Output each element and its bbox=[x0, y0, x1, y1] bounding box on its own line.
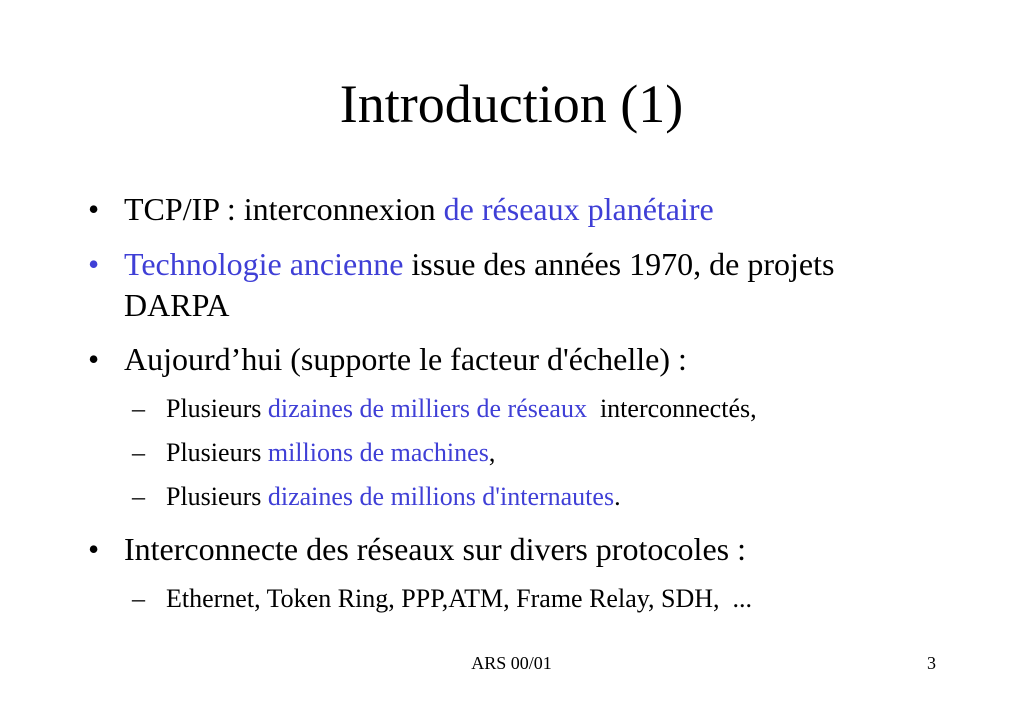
subbullet-text: . bbox=[614, 482, 621, 511]
subbullet-text: interconnectés, bbox=[586, 394, 757, 423]
subbullet-text: Plusieurs bbox=[166, 482, 268, 511]
bullet-item-aujourdhui bbox=[88, 340, 687, 378]
subbullet-text: Plusieurs bbox=[166, 394, 268, 423]
subbullet-item-protocoles bbox=[132, 583, 753, 615]
dash-marker: – bbox=[132, 584, 145, 613]
dash-marker: – bbox=[132, 482, 145, 511]
subbullet-item-reseaux bbox=[132, 393, 757, 425]
bullet-marker: • bbox=[88, 246, 100, 282]
bullet-item-technologie-continuation bbox=[124, 286, 230, 324]
subbullet-text: Plusieurs bbox=[166, 438, 268, 467]
slide-title: Introduction (1) bbox=[339, 74, 684, 134]
subbullet-item-machines bbox=[132, 437, 496, 469]
subbullet-text: Ethernet, Token Ring, PPP,ATM, Frame Relay, SDH, ... bbox=[166, 584, 753, 613]
bullet-text-highlight: de réseaux planétaire bbox=[443, 191, 714, 227]
bullet-text: DARPA bbox=[124, 287, 230, 323]
subbullet-text-highlight: dizaines de millions d'internautes bbox=[267, 482, 615, 511]
bullet-item-interconnecte bbox=[88, 530, 746, 568]
bullet-text: Aujourd’hui (supporte le facteur d'échelle) : bbox=[124, 341, 687, 377]
bullet-text-highlight: Technologie ancienne bbox=[124, 246, 404, 282]
subbullet-text: , bbox=[488, 438, 496, 467]
subbullet-text-highlight: dizaines de milliers de réseaux bbox=[267, 394, 587, 423]
bullet-text: Interconnecte des réseaux sur divers protocoles : bbox=[124, 531, 746, 567]
subbullet-item-internautes bbox=[132, 481, 621, 513]
dash-marker: – bbox=[132, 438, 145, 467]
bullet-item-technologie bbox=[88, 245, 835, 283]
bullet-text: issue des années 1970, de projets bbox=[403, 246, 835, 282]
bullet-marker: • bbox=[88, 531, 100, 567]
bullet-text: TCP/IP : interconnexion bbox=[124, 191, 444, 227]
bullet-item-tcpip bbox=[88, 190, 714, 228]
footer-course-label: ARS 00/01 bbox=[471, 653, 552, 673]
subbullet-text-highlight: millions de machines bbox=[267, 438, 489, 467]
bullet-marker: • bbox=[88, 191, 100, 227]
footer-page-number: 3 bbox=[927, 653, 936, 673]
bullet-marker: • bbox=[88, 341, 100, 377]
dash-marker: – bbox=[132, 394, 145, 423]
